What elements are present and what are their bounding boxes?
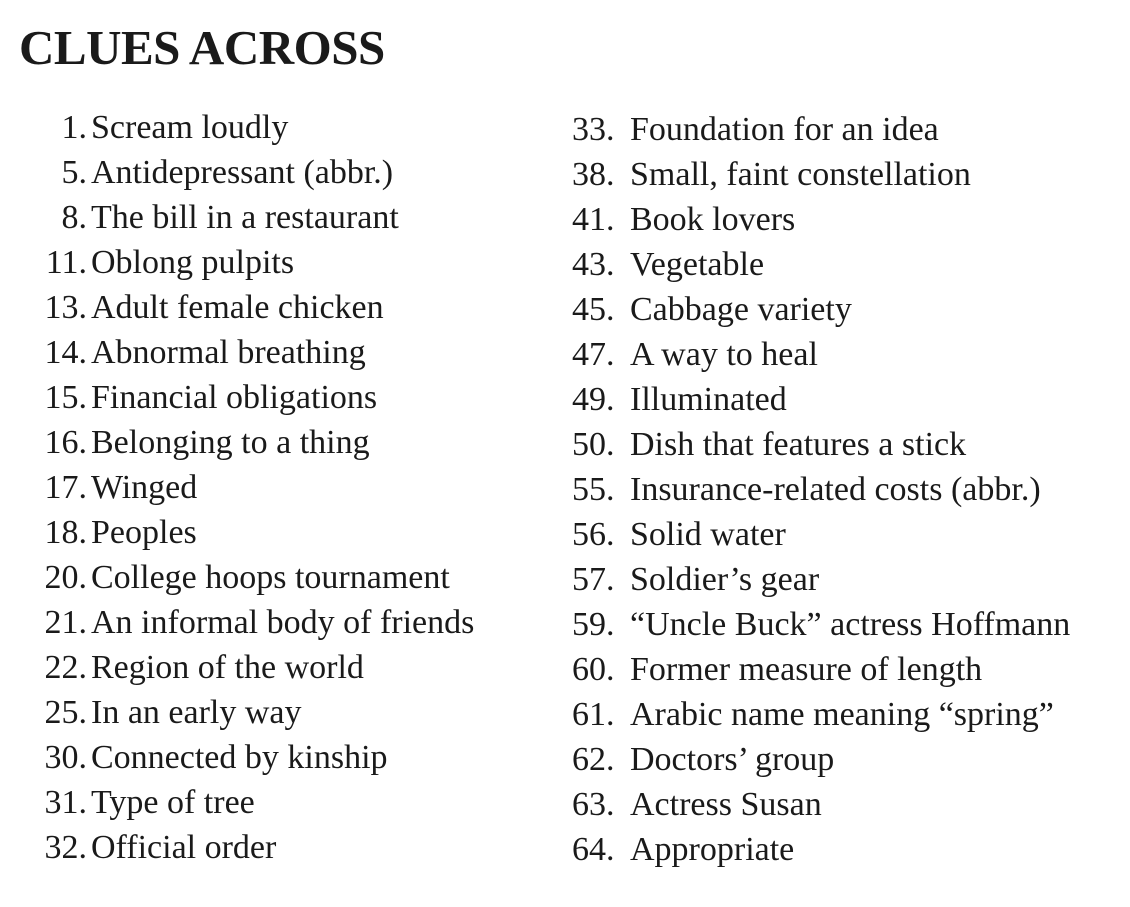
- clue-number: 21.: [44, 604, 87, 641]
- clue-text: Type of tree: [91, 784, 255, 821]
- clue-number: 25.: [44, 694, 87, 731]
- clue-number: 63.: [572, 786, 615, 823]
- clue-text: Oblong pulpits: [91, 244, 295, 281]
- clue-text: “Uncle Buck” actress Hoffmann: [630, 606, 1071, 643]
- clue-number: 38.: [572, 156, 615, 193]
- clue-number: 11.: [45, 244, 87, 281]
- clue-text: Region of the world: [91, 649, 364, 686]
- clue-text: Cabbage variety: [630, 291, 852, 328]
- clue-text: In an early way: [91, 694, 302, 731]
- clue-item: [572, 557, 1070, 602]
- clue-item: [20, 105, 474, 150]
- clue-text: Doctors’ group: [630, 741, 835, 778]
- clue-text: Foundation for an idea: [630, 111, 939, 148]
- clue-item: [572, 332, 1070, 377]
- clue-number: 18.: [44, 514, 87, 551]
- clue-number: 30.: [44, 739, 87, 776]
- clue-item: [572, 422, 1070, 467]
- clue-number: 13.: [44, 289, 87, 326]
- clue-text: Abnormal breathing: [91, 334, 366, 371]
- clue-number: 60.: [572, 651, 615, 688]
- clue-item: [572, 107, 1070, 152]
- clue-item: [20, 420, 474, 465]
- clue-item: [572, 647, 1070, 692]
- clue-number: 32.: [44, 829, 87, 866]
- clue-text: Book lovers: [630, 201, 796, 238]
- clue-text: Soldier’s gear: [630, 561, 820, 598]
- clue-item: [20, 735, 474, 780]
- clue-item: [572, 467, 1070, 512]
- clue-item: [572, 242, 1070, 287]
- clue-number: 20.: [44, 559, 87, 596]
- clue-item: [572, 737, 1070, 782]
- clue-text: Antidepressant (abbr.): [91, 154, 394, 191]
- clue-text: Vegetable: [630, 246, 765, 283]
- clue-item: [20, 285, 474, 330]
- clue-number: 31.: [44, 784, 87, 821]
- clue-item: [20, 600, 474, 645]
- clue-text: Connected by kinship: [91, 739, 388, 776]
- clue-number: 64.: [572, 831, 615, 868]
- clue-text: Solid water: [630, 516, 786, 553]
- clue-item: [572, 197, 1070, 242]
- clue-text: Insurance-related costs (abbr.): [630, 471, 1041, 508]
- clue-number: 41.: [572, 201, 615, 238]
- clue-text: Financial obligations: [91, 379, 378, 416]
- clue-item: [20, 645, 474, 690]
- clue-text: College hoops tournament: [91, 559, 450, 596]
- clue-item: [20, 690, 474, 735]
- clue-item: [572, 782, 1070, 827]
- clue-number: 62.: [572, 741, 615, 778]
- clue-text: Dish that features a stick: [630, 426, 967, 463]
- clue-item: [20, 780, 474, 825]
- clue-text: A way to heal: [630, 336, 818, 373]
- clue-item: [572, 512, 1070, 557]
- clue-item: [20, 375, 474, 420]
- clue-number: 17.: [44, 469, 87, 506]
- clue-text: Scream loudly: [91, 109, 289, 146]
- clue-item: [20, 240, 474, 285]
- clue-text: Illuminated: [630, 381, 787, 418]
- clue-number: 55.: [572, 471, 615, 508]
- clue-item: [20, 510, 474, 555]
- clue-item: [20, 465, 474, 510]
- clue-number: 45.: [572, 291, 615, 328]
- clue-number: 33.: [572, 111, 615, 148]
- clue-number: 47.: [572, 336, 615, 373]
- clue-item: [572, 602, 1070, 647]
- clue-text: An informal body of friends: [91, 604, 475, 641]
- clue-text: Arabic name meaning “spring”: [630, 696, 1054, 733]
- clue-text: The bill in a restaurant: [91, 199, 399, 236]
- clue-item: [20, 555, 474, 600]
- clue-number: 15.: [44, 379, 87, 416]
- page-title: CLUES ACROSS: [19, 20, 385, 75]
- clue-item: [572, 827, 1070, 872]
- clue-text: Small, faint constellation: [630, 156, 971, 193]
- clues-right-column: [572, 107, 1070, 872]
- clue-number: 50.: [572, 426, 615, 463]
- clue-text: Winged: [91, 469, 198, 506]
- clue-item: [20, 150, 474, 195]
- clue-item: [572, 377, 1070, 422]
- clue-number: 16.: [44, 424, 87, 461]
- clue-number: 59.: [572, 606, 615, 643]
- clue-number: 49.: [572, 381, 615, 418]
- clue-item: [572, 152, 1070, 197]
- clue-number: 61.: [572, 696, 615, 733]
- clue-number: 57.: [572, 561, 615, 598]
- clue-number: 8.: [61, 199, 87, 236]
- clue-item: [572, 692, 1070, 737]
- clue-text: Peoples: [91, 514, 197, 551]
- clue-item: [20, 195, 474, 240]
- clue-text: Adult female chicken: [91, 289, 384, 326]
- clue-text: Actress Susan: [630, 786, 822, 823]
- clue-number: 5.: [61, 154, 87, 191]
- clue-number: 22.: [44, 649, 87, 686]
- clue-text: Appropriate: [630, 831, 795, 868]
- clue-item: [572, 287, 1070, 332]
- clue-text: Belonging to a thing: [91, 424, 370, 461]
- clue-item: [20, 825, 474, 870]
- clue-text: Former measure of length: [630, 651, 983, 688]
- clue-text: Official order: [91, 829, 277, 866]
- clue-number: 43.: [572, 246, 615, 283]
- clue-number: 14.: [44, 334, 87, 371]
- clue-number: 56.: [572, 516, 615, 553]
- clue-item: [20, 330, 474, 375]
- clues-left-column: [20, 105, 474, 870]
- clue-number: 1.: [61, 109, 87, 146]
